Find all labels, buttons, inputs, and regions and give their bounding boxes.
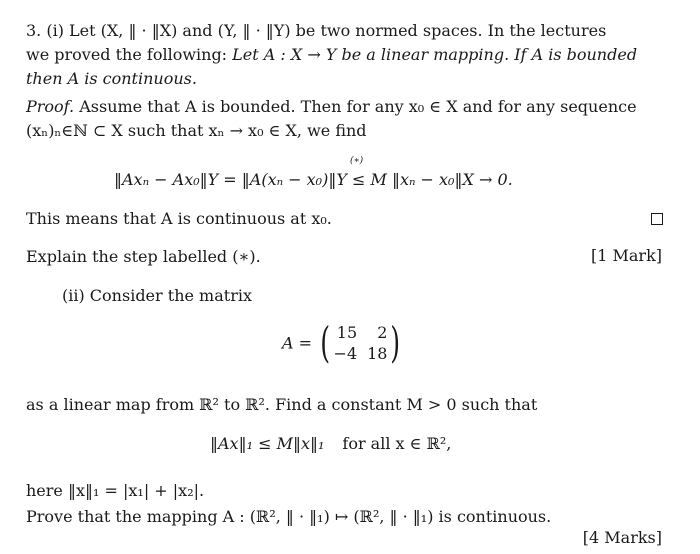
linear-map-text: as a linear map from ℝ² to ℝ². Find a constant M > 0 such that [26,395,538,414]
proof-text-1: Assume that A is bounded. Then for any x₀ ∈ X and for any sequence [74,97,637,116]
part2-intro: (ii) Consider the matrix [62,286,252,305]
matrix-entry-12: 2 [377,323,388,342]
inequality-display [210,434,451,453]
theorem-statement: Let A : X → Y be a linear mapping. If A is bounded [232,45,638,64]
matrix-display [282,318,404,367]
matrix [317,318,404,367]
display-eq-right: M ‖xₙ − x₀‖X → 0. [365,170,513,189]
matrix-entry-21: −4 [333,344,358,363]
problem-intro-line1: 3. (i) Let (X, ‖ · ‖X) and (Y, ‖ · ‖Y) be two normed spaces. In the lectures [26,21,607,40]
inequality-right: for all x ∈ ℝ², [342,434,452,453]
inequality-left: ‖Ax‖₁ ≤ M‖x‖₁ [210,434,325,453]
norm-definition: here ‖x‖₁ = |x₁| + |x₂|. [26,481,205,500]
explain-question: Explain the step labelled (∗). [26,247,261,266]
matrix-grid [334,323,388,363]
proof-line2: (xₙ)ₙ∈ℕ ⊂ X such that xₙ → x₀ ∈ X, we find [26,121,367,140]
proof-conclusion: This means that A is continuous at x₀. [26,209,332,228]
right-paren-icon: ) [390,318,401,367]
matrix-label: A = [282,333,313,353]
display-eq-left: ‖Axₙ − Ax₀‖Y = ‖A(xₙ − x₀)‖Y [114,170,352,189]
star-label: (∗) [349,156,364,166]
mark-2: [4 Marks] [582,528,662,547]
proof-line1 [26,96,637,118]
leq-with-star [349,156,366,189]
problem-intro-line2 [26,44,637,66]
theorem-statement-end: then A is continuous. [26,69,197,88]
prove-statement: Prove that the mapping A : (ℝ², ‖ · ‖₁) ↦ (ℝ², ‖ · ‖₁) is continuous. [26,507,552,526]
problem-intro-line2-plain: we proved the following: [26,45,233,64]
mark-1: [1 Mark] [590,246,662,265]
leq-symbol: ≤ [351,170,366,189]
matrix-entry-11: 15 [336,323,358,342]
left-paren-icon: ( [320,318,331,367]
proof-label: Proof. [26,97,75,116]
display-equation [114,156,513,189]
matrix-entry-22: 18 [367,344,388,363]
qed-square-icon [651,213,663,225]
